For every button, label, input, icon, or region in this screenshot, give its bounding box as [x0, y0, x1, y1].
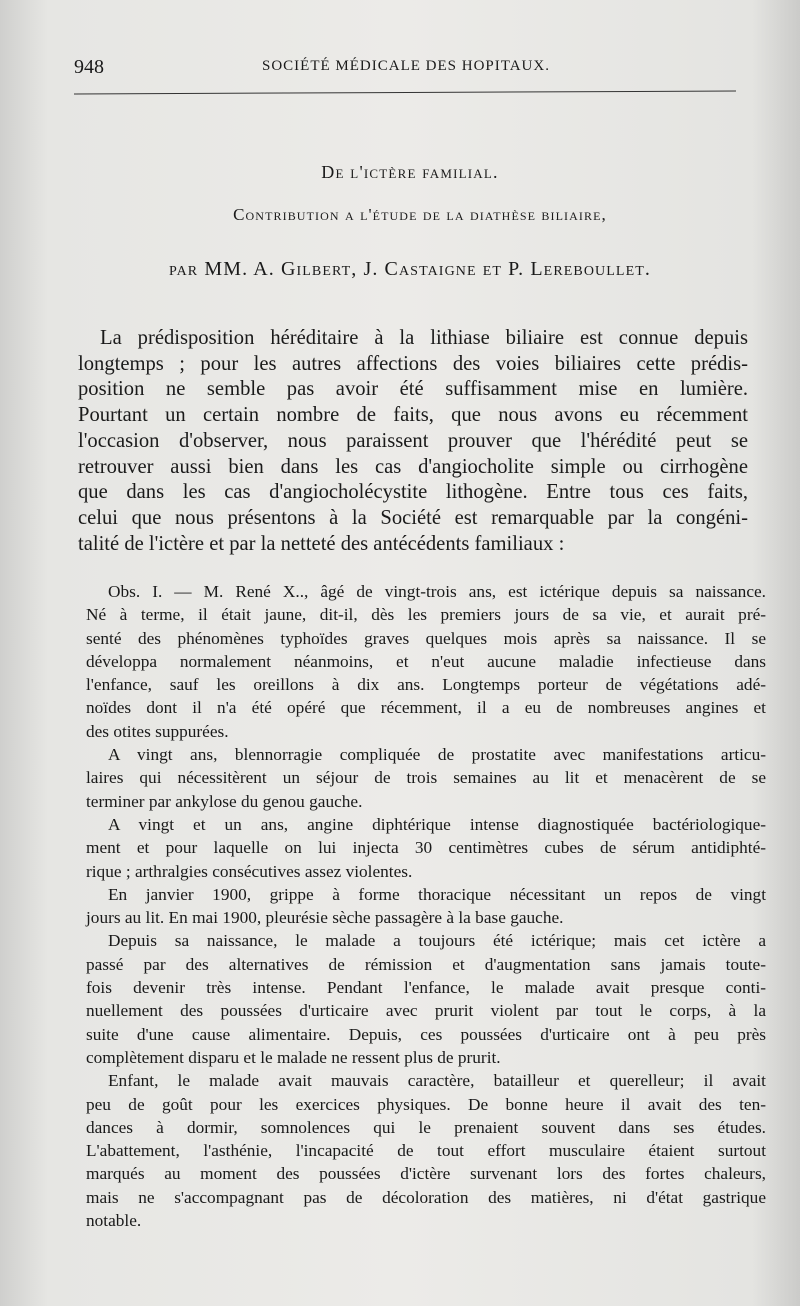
- text-line: L'abattement, l'asthénie, l'incapacité de tout effort musculaire étaient surtout: [86, 1141, 766, 1161]
- text-line: peu de goût pour les exercices physiques. De bonne heure il avait des ten-: [86, 1094, 766, 1114]
- text-line: Né à terme, il était jaune, dit-il, dès les premiers jours de sa vie, et aurait pré-: [86, 605, 766, 625]
- text-line: complètement disparu et le malade ne ressent plus de prurit.: [86, 1047, 501, 1067]
- text-line: terminer par ankylose du genou gauche.: [86, 791, 363, 811]
- article-title: De l'ictère familial.: [321, 162, 499, 182]
- text-line: l'enfance, sauf les oreillons à dix ans. Longtemps porteur de végétations adé-: [86, 675, 766, 695]
- text-line: noïdes dont il n'a été opéré que récemment, il a eu de nombreuses angines et: [86, 698, 766, 718]
- text-line: Enfant, le malade avait mauvais caractère, batailleur et querelleur; il avait: [108, 1071, 766, 1091]
- intro-paragraph: [78, 326, 748, 557]
- running-head: SOCIÉTÉ MÉDICALE DES HOPITAUX.: [262, 58, 550, 74]
- text-line: Depuis sa naissance, le malade a toujours été ictérique; mais cet ictère a: [108, 931, 766, 951]
- text-line: des otites suppurées.: [86, 721, 229, 741]
- text-line: talité de l'ictère et par la netteté des antécédents familiaux :: [78, 532, 565, 555]
- text-line: senté des phénomènes typhoïdes graves quelques mois après sa naissance. Il se: [86, 628, 766, 648]
- text-line: l'occasion d'observer, nous paraissent prouver que l'hérédité peut se: [78, 429, 748, 452]
- page-header: [74, 56, 734, 80]
- text-line: notable.: [86, 1211, 142, 1231]
- header-rule: [74, 91, 736, 95]
- text-line: Obs. I. — M. René X.., âgé de vingt-trois ans, est ictérique depuis sa naissance.: [108, 582, 766, 601]
- text-line: retrouver aussi bien dans les cas d'angiocholite simple ou cirrhogène: [78, 455, 748, 478]
- text-line: mais ne s'accompagnant pas de décoloration des matières, ni d'état gastrique: [86, 1187, 766, 1207]
- text-line: nuellement des poussées d'urticaire avec prurit violent par tout le corps, à la: [86, 1001, 766, 1021]
- text-line: passé par des alternatives de rémission et d'augmentation sans jamais toute-: [86, 954, 766, 974]
- text-line: développa normalement néanmoins, et n'eut aucune maladie infectieuse dans: [86, 651, 766, 671]
- text-line: marqués au moment des poussées d'ictère survenant lors des fortes chaleurs,: [86, 1164, 766, 1184]
- text-line: A vingt et un ans, angine diphtérique intense diagnostiquée bactériologique-: [108, 814, 766, 834]
- article-subtitle: Contribution a l'étude de la diathèse biliaire,: [233, 205, 607, 224]
- observation-section: [86, 580, 766, 1232]
- text-line: que dans les cas d'angiocholécystite lithogène. Entre tous ces faits,: [78, 481, 748, 504]
- text-line: En janvier 1900, grippe à forme thoracique nécessitant un repos de vingt: [108, 884, 766, 904]
- text-line: Pourtant un certain nombre de faits, que nous avons eu récemment: [78, 404, 748, 427]
- page-number: 948: [74, 56, 104, 78]
- text-line: A vingt ans, blennorragie compliquée de prostatite avec manifestations articu-: [108, 745, 766, 765]
- text-line: dances à dormir, somnolences qui le prenaient souvent dans ses études.: [86, 1117, 766, 1137]
- text-line: fois devenir très intense. Pendant l'enfance, le malade avait presque conti-: [86, 978, 766, 998]
- text-line: La prédisposition héréditaire à la lithiase biliaire est connue depuis: [100, 327, 748, 349]
- text-line: laires qui nécessitèrent un séjour de trois semaines au lit et menacèrent de se: [86, 768, 766, 788]
- text-line: suite d'une cause alimentaire. Depuis, ces poussées d'urticaire ont à peu près: [86, 1024, 766, 1044]
- text-line: longtemps ; pour les autres affections des voies biliaires cette prédis-: [78, 352, 748, 375]
- article-authors: par MM. A. Gilbert, J. Castaigne et P. Lereboullet.: [169, 258, 651, 280]
- text-line: rique ; arthralgies consécutives assez violentes.: [86, 861, 413, 881]
- text-line: position ne semble pas avoir été suffisamment mise en lumière.: [78, 378, 748, 401]
- text-line: jours au lit. En mai 1900, pleurésie sèche passagère à la base gauche.: [86, 908, 564, 928]
- text-line: ment et pour laquelle on lui injecta 30 centimètres cubes de sérum antidiphté-: [86, 838, 766, 858]
- text-line: celui que nous présentons à la Société est remarquable par la congéni-: [78, 506, 748, 529]
